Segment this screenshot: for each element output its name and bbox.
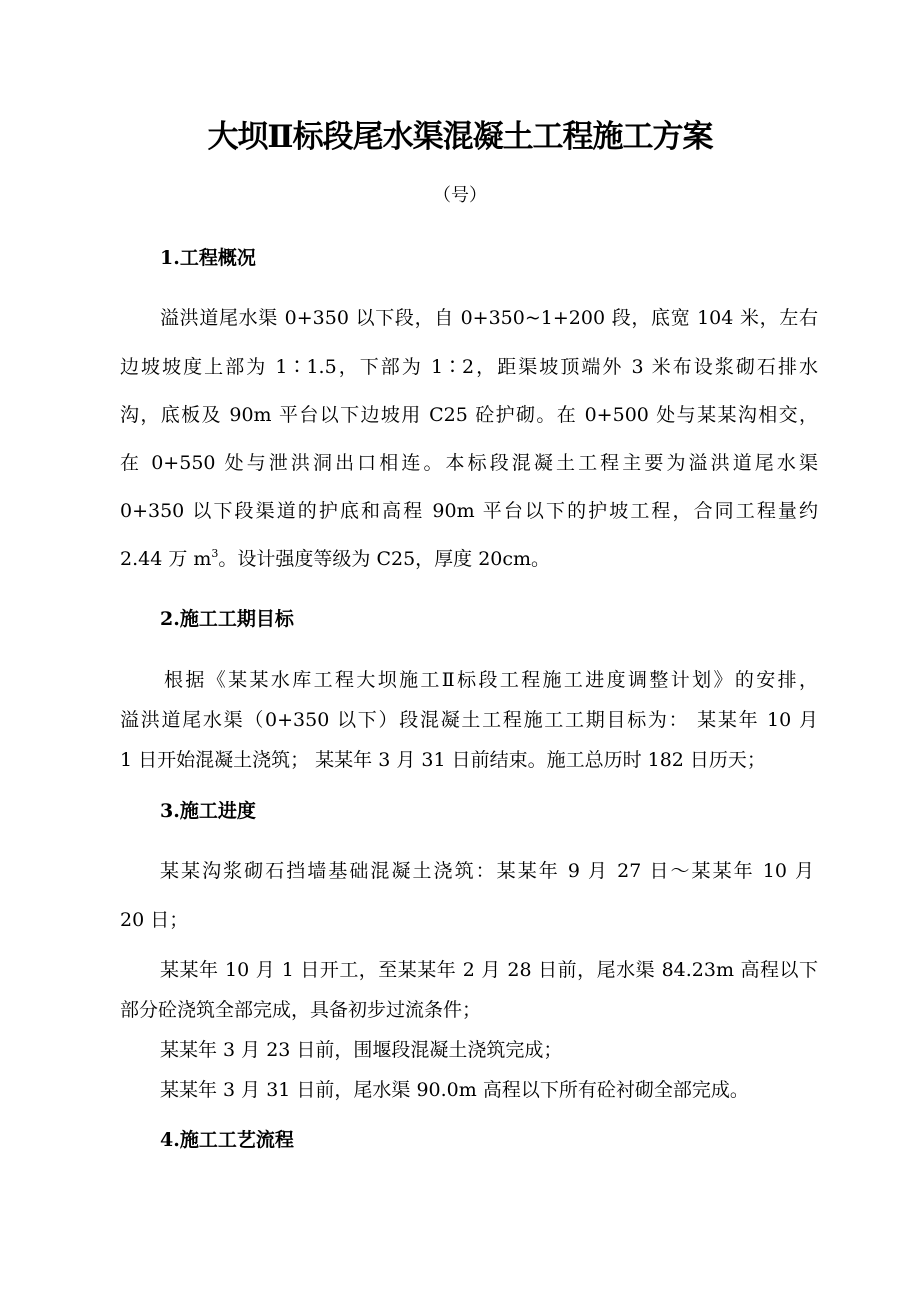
- document-title: 大坝Ⅱ标段尾水渠混凝土工程施工方案: [207, 119, 713, 155]
- paragraph-line-last: [120, 545, 550, 576]
- paragraph-line: 边坡坡度上部为 1∶1.5，下部为 1∶2，距渠坡顶端外 3 米布设浆砌石排水: [120, 356, 818, 378]
- paragraph-line: 溢洪道尾水渠 0+350 以下段，自 0+350~1+200 段，底宽 104 米，左右: [160, 307, 818, 329]
- document-subtitle: （号）: [433, 185, 487, 206]
- paragraph-line: 0+350 以下段渠道的护底和高程 90m 平台以下的护坡工程，合同工程量约: [120, 500, 818, 522]
- section-heading-process-flow: 4.施工工艺流程: [160, 1129, 294, 1151]
- cubic-superscript: 3: [211, 547, 219, 560]
- volume-text-rest: 。设计强度等级为 C25，厚度 20cm。: [218, 548, 551, 570]
- volume-text: 2.44 万 m: [120, 548, 212, 570]
- paragraph-line: 根据《某某水库工程大坝施工Ⅱ标段工程施工进度调整计划》的安排，: [164, 669, 818, 691]
- paragraph-line: 20 日；: [120, 909, 189, 931]
- paragraph-line: 某某年 3 月 23 日前，围堰段混凝土浇筑完成；: [160, 1039, 563, 1061]
- section-heading-overview: 1.工程概况: [160, 247, 256, 269]
- paragraph-line: 沟，底板及 90m 平台以下边坡用 C25 砼护砌。在 0+500 处与某某沟相交，: [120, 404, 818, 426]
- paragraph-line: 在 0+550 处与泄洪洞出口相连。本标段混凝土工程主要为溢洪道尾水渠: [120, 452, 818, 474]
- paragraph-line: 部分砼浇筑全部完成，具备初步过流条件；: [120, 999, 482, 1021]
- paragraph-line: 某某年 3 月 31 日前，尾水渠 90.0m 高程以下所有砼衬砌全部完成。: [160, 1079, 749, 1101]
- paragraph-line: 溢洪道尾水渠（0+350 以下）段混凝土工程施工工期目标为： 某某年 10 月: [120, 709, 818, 731]
- section-heading-progress: 3.施工进度: [160, 800, 256, 822]
- paragraph-line: 某某沟浆砌石挡墙基础混凝土浇筑：某某年 9 月 27 日～某某年 10 月: [160, 860, 814, 882]
- section-heading-schedule-target: 2.施工工期目标: [160, 608, 294, 630]
- paragraph-line: 1 日开始混凝土浇筑； 某某年 3 月 31 日前结束。施工总历时 182 日历天；: [120, 749, 766, 771]
- paragraph-line: 某某年 10 月 1 日开工，至某某年 2 月 28 日前，尾水渠 84.23m 高程以下: [160, 959, 818, 981]
